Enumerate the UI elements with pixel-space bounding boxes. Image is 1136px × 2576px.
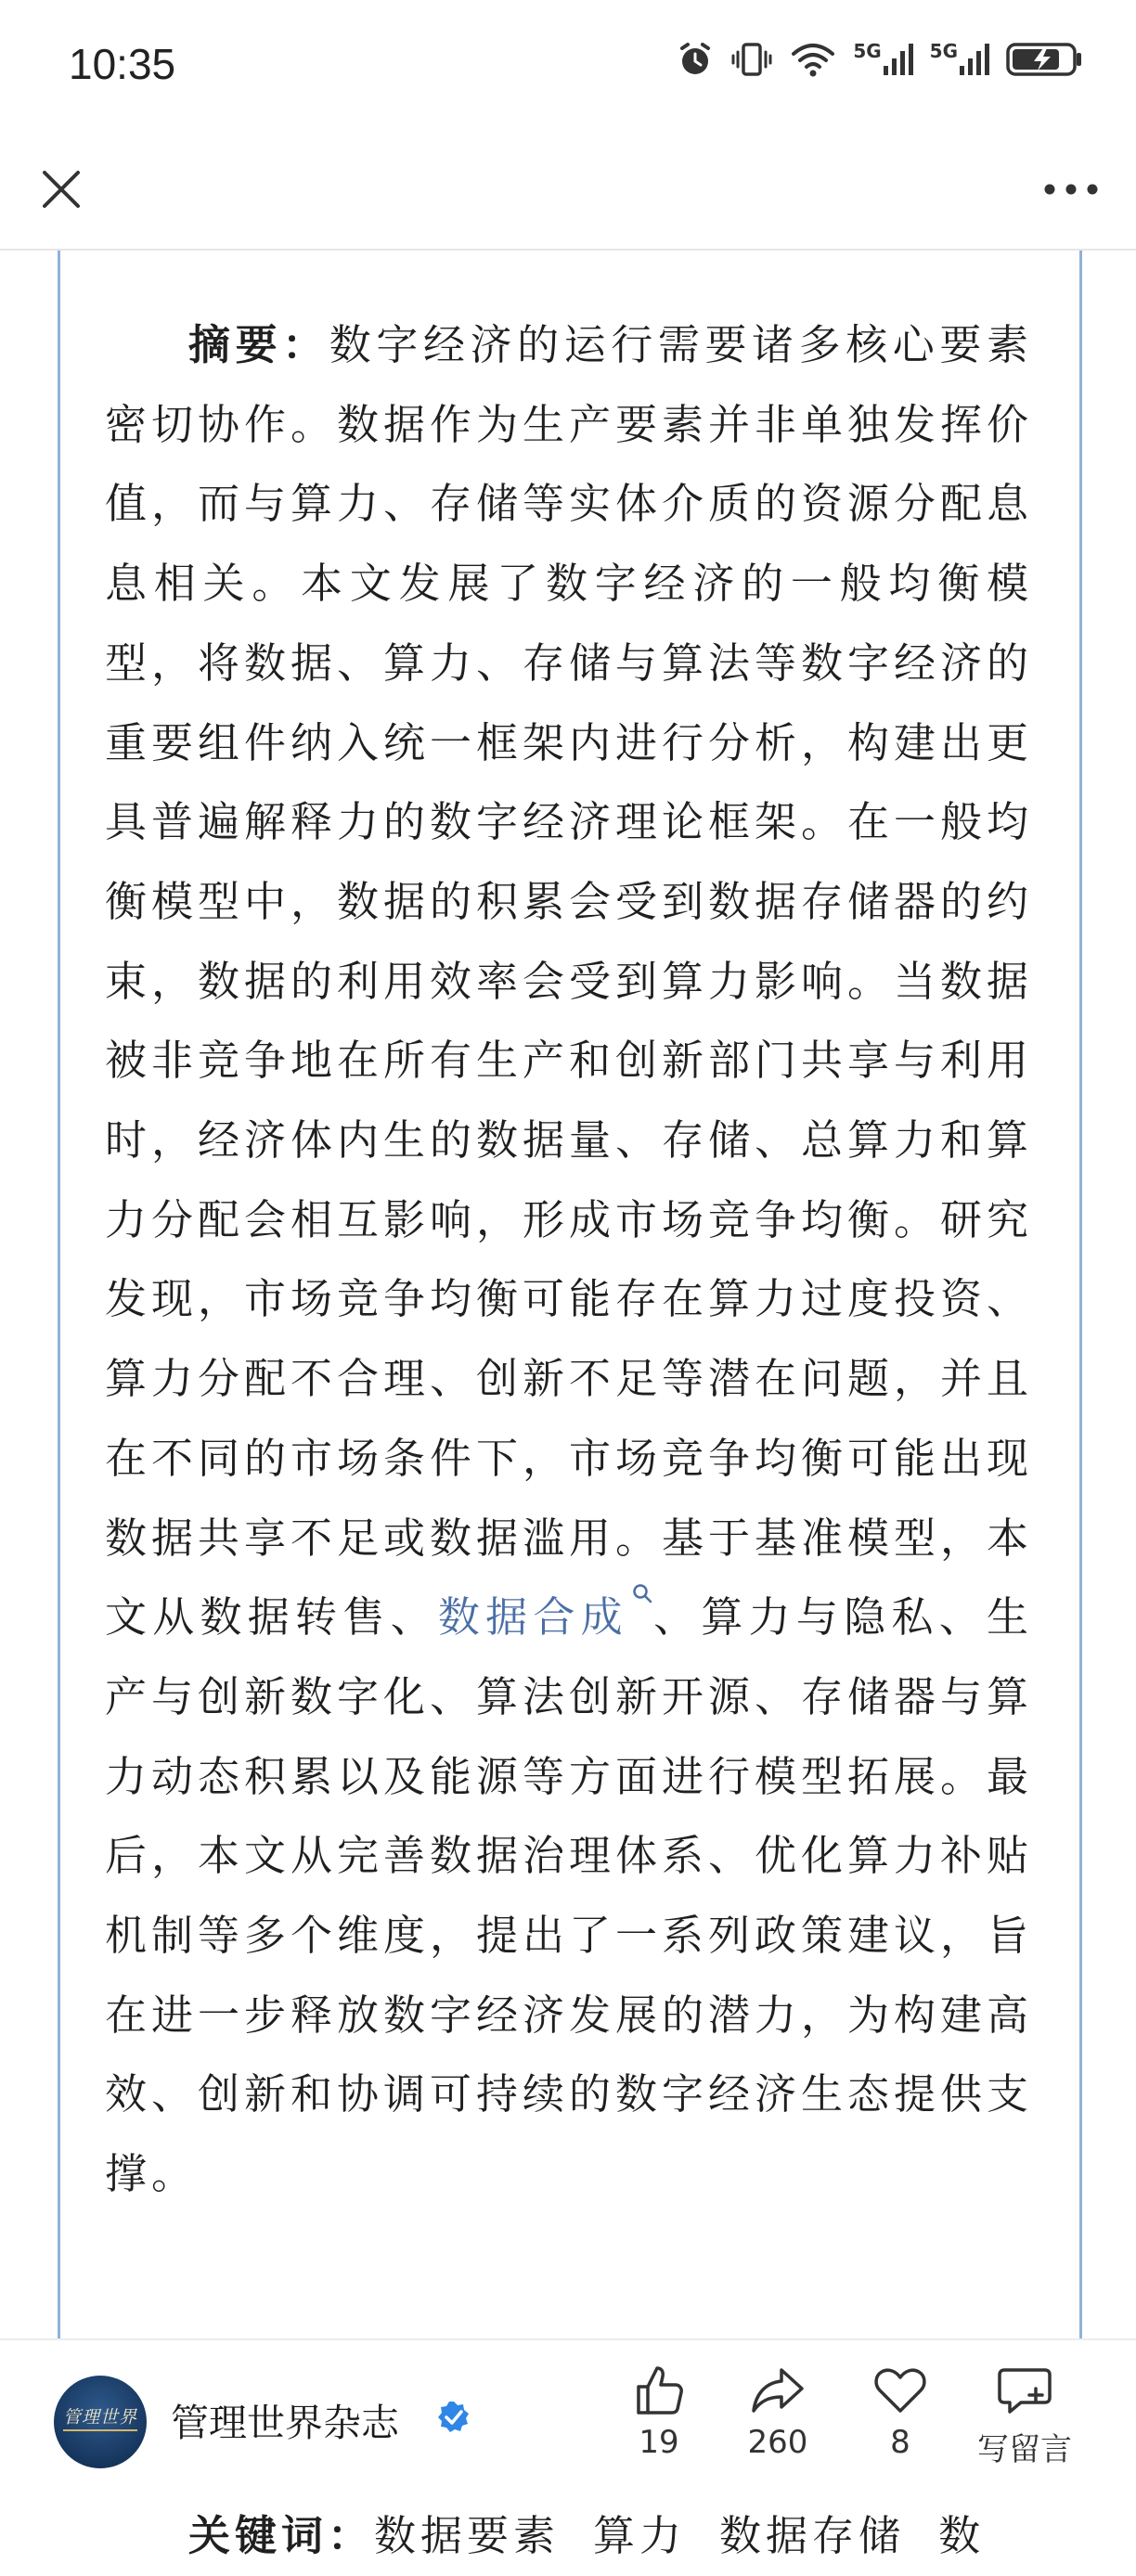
alarm-icon bbox=[677, 41, 714, 78]
nav-bar bbox=[0, 130, 1136, 251]
comment-label: 写留言 bbox=[977, 2431, 1072, 2468]
share-count: 260 bbox=[747, 2424, 808, 2461]
close-icon bbox=[39, 167, 84, 212]
status-icons bbox=[677, 41, 1084, 78]
favorite-button[interactable] bbox=[845, 2363, 956, 2461]
status-time: 10:35 bbox=[69, 40, 176, 88]
comment-add-icon bbox=[995, 2363, 1054, 2418]
comment-button[interactable] bbox=[969, 2363, 1080, 2469]
abstract-text-continued: 、算力与隐私、生产与创新数字化、算法创新开源、存储器与算力动态积累以及能源等方面进行模型拓展。最后，本文从完善数据治理体系、优化算力补贴机制等多个维度，提出了一系列政策建议，旨在进一步释放数字经济发展的潜力，为构建高效、创新和协调可持续的数字经济生态提供支撑。 bbox=[105, 1592, 1034, 2199]
status-bar bbox=[0, 0, 1136, 130]
abstract-paragraph bbox=[105, 305, 1033, 2214]
keywords-line bbox=[105, 2496, 1033, 2576]
keyword: 算力 bbox=[593, 2511, 687, 2560]
avatar[interactable] bbox=[54, 2376, 147, 2468]
more-horizontal-icon bbox=[1043, 183, 1099, 196]
abstract-text: 数字经济的运行需要诸多核心要素密切协作。数据作为生产要素并非单独发挥价值，而与算力、存储等实体介质的资源分配息息相关。本文发展了数字经济的一般均衡模型，将数据、算力、存储与算法等数字经济的重要组件纳入统一框架内进行分析，构建出更具普遍解释力的数字经济理论框架。在一般均衡模型中，数据的积累会受到数据存储器的约束，数据的利用效率会受到算力影响。当数据被非竞争地在所有生产和创新部门共享与利用时，经济体内生的数据量、存储、总算力和算力分配会相互影响，形成市场竞争均衡。研究发现，市场竞争均衡可能存在算力过度投资、算力分配不合理、创新不足等潜在问题，并且在不同的市场条件下，市场竞争均衡可能出现数据共享不足或数据滥用。基于基准模型，本文从数据转售、 bbox=[105, 320, 1034, 1642]
keywords-label: 关键词： bbox=[188, 2511, 375, 2560]
thumbs-up-icon bbox=[631, 2363, 687, 2418]
verified-icon bbox=[436, 2400, 471, 2435]
keyword: 数据存储 bbox=[719, 2511, 906, 2560]
avatar-logo-line bbox=[63, 2429, 137, 2431]
favorite-count: 8 bbox=[890, 2424, 910, 2461]
search-link[interactable] bbox=[438, 1592, 652, 1642]
heart-icon bbox=[872, 2363, 928, 2418]
signal-5g-icon bbox=[853, 42, 912, 77]
battery-charging-icon bbox=[1006, 41, 1084, 78]
signal-5g-icon bbox=[930, 42, 989, 77]
search-link-label: 数据合成 bbox=[437, 1592, 628, 1642]
vibrate-icon bbox=[730, 41, 773, 78]
search-icon bbox=[632, 1583, 652, 1604]
share-icon bbox=[750, 2363, 806, 2418]
bottom-bar bbox=[0, 2338, 1136, 2507]
close-button[interactable] bbox=[28, 156, 95, 223]
more-button[interactable] bbox=[1034, 156, 1108, 223]
network-label: 5G bbox=[929, 40, 958, 62]
like-count: 19 bbox=[639, 2424, 679, 2461]
abstract-label: 摘要： bbox=[188, 320, 329, 369]
wifi-icon bbox=[790, 41, 836, 78]
author-name[interactable]: 管理世界杂志 bbox=[171, 2401, 399, 2445]
avatar-logo-text: 管理世界 bbox=[62, 2407, 137, 2428]
like-button[interactable] bbox=[603, 2363, 715, 2461]
keyword: 数据要素 bbox=[374, 2511, 561, 2560]
network-label: 5G bbox=[853, 40, 882, 62]
keyword: 数 bbox=[938, 2511, 986, 2560]
share-button[interactable] bbox=[722, 2363, 833, 2461]
